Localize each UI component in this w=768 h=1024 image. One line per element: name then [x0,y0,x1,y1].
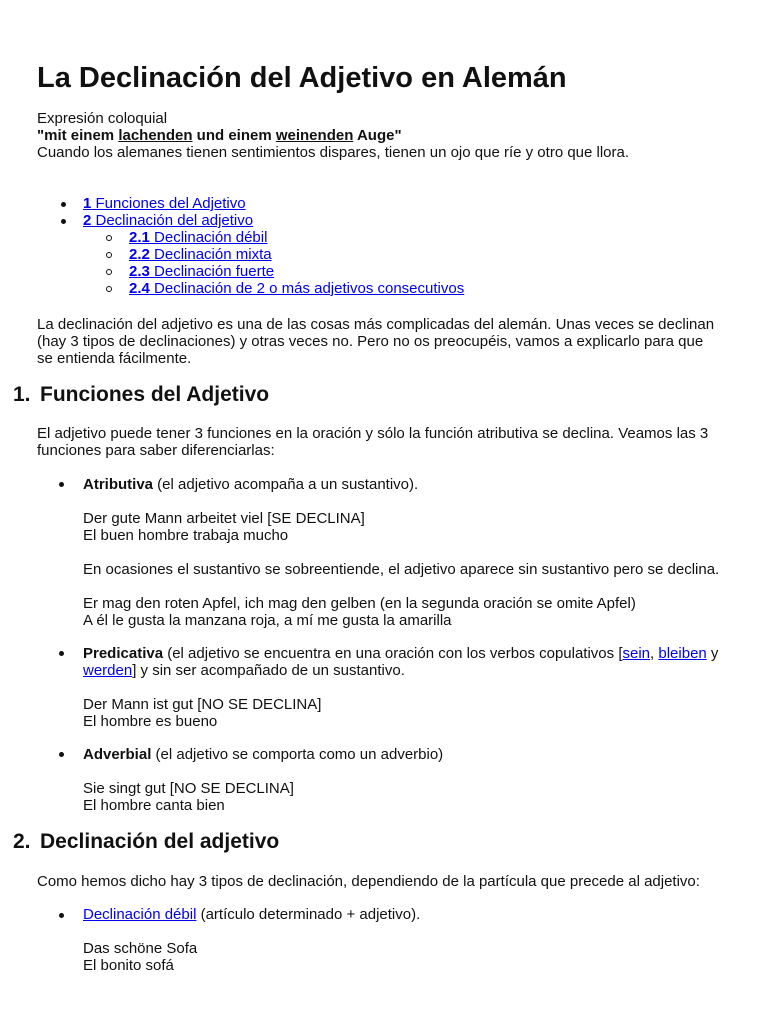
example-german: Der gute Mann arbeitet viel [SE DECLINA] [83,510,365,527]
toc-item-declinacion [37,212,464,229]
toc-link-funciones[interactable]: 1 Funciones del Adjetivo [83,195,246,212]
item-heading [83,645,743,662]
paragraph-line: se entienda fácilmente. [37,350,192,367]
toc-link-debil[interactable]: 2.1 Declinación débil [129,229,268,246]
section-title: Funciones del Adjetivo [40,383,270,406]
quote-part: "mit einem [37,127,119,144]
spacer [83,493,743,510]
toc-link-consecutivos[interactable]: 2.4 Declinación de 2 o más adjetivos consecutivos [129,280,465,297]
list-item-debil [83,906,743,974]
term-description: (el adjetivo se encuentra en una oración con los verbos copulativos [ [163,645,623,662]
term-description: (artículo determinado + adjetivo). [196,906,421,923]
intro-explanation: Cuando los alemanes tienen sentimientos dispares, tienen un ojo que ríe y otro que llora. [37,144,630,161]
term-description: ] y sin ser acompañado de un sustantivo. [132,662,405,679]
section-heading-declinacion [13,828,279,856]
item-heading-cont [83,662,743,679]
spacer [83,923,743,940]
example-spanish: A él le gusta la manzana roja, a mí me gusta la amarilla [83,612,452,629]
example-note: En ocasiones el sustantivo se sobreentiende, el adjetivo aparece sin sustantivo pero se declina. [83,561,720,578]
list-item-predicativa [83,645,743,730]
link-werden[interactable]: werden [83,662,133,679]
spacer [83,578,743,595]
term-predicativa: Predicativa [83,645,164,662]
term-description: (el adjetivo acompaña a un sustantivo). [153,476,419,493]
toc-item-consecutivos [37,280,464,297]
section-title: Declinación del adjetivo [40,830,280,853]
section-number: 2. [13,830,31,853]
separator: y [706,645,719,662]
toc-item-fuerte [37,263,464,280]
example-spanish: El hombre es bueno [83,713,218,730]
intro-paragraph [37,316,737,367]
bullet-icon [59,913,64,918]
term-adverbial: Adverbial [83,746,152,763]
table-of-contents [37,195,464,297]
section-number: 1. [13,383,31,406]
example-spanish: El buen hombre trabaja mucho [83,527,289,544]
toc-item-funciones [37,195,464,212]
term-description: (el adjetivo se comporta como un adverbio) [151,746,444,763]
separator: , [650,645,659,662]
link-declinacion-debil[interactable]: Declinación débil [83,906,197,923]
paragraph-line: La declinación del adjetivo es una de las cosas más complicadas del alemán. Unas veces se declinan [37,316,715,333]
quote-part: und einem [192,127,276,144]
quote-part: Auge" [353,127,402,144]
example-german: Das schöne Sofa [83,940,198,957]
example-spanish: El bonito sofá [83,957,174,974]
section-heading-funciones [13,381,269,409]
example-german: Er mag den roten Apfel, ich mag den gelben (en la segunda oración se omite Apfel) [83,595,636,612]
spacer [83,679,743,696]
link-sein[interactable]: sein [622,645,651,662]
intro-label: Expresión coloquial [37,110,168,127]
paragraph-line: El adjetivo puede tener 3 funciones en la oración y sólo la función atributiva se declina. Veamos las 3 [37,425,709,442]
example-german: Der Mann ist gut [NO SE DECLINA] [83,696,322,713]
intro-quote [37,127,629,144]
section1-paragraph [37,425,737,459]
example-german: Sie singt gut [NO SE DECLINA] [83,780,294,797]
bullet-icon [59,482,64,487]
paragraph-line: funciones para saber diferenciarlas: [37,442,275,459]
term-atributiva: Atributiva [83,476,154,493]
quote-word-lachenden: lachenden [118,127,193,144]
section2-paragraph [37,873,737,890]
item-heading [83,746,743,763]
list-item-atributiva [83,476,743,629]
paragraph-line: (hay 3 tipos de declinaciones) y otras veces no. Pero no os preocupéis, vamos a explicarlo para que [37,333,704,350]
bullet-icon [59,752,64,757]
quote-word-weinenden: weinenden [275,127,354,144]
page-title: La Declinación del Adjetivo en Alemán [37,62,567,94]
spacer [83,544,743,561]
toc-link-mixta[interactable]: 2.2 Declinación mixta [129,246,272,263]
toc-item-debil [37,229,464,246]
item-heading [83,476,743,493]
toc-item-mixta [37,246,464,263]
paragraph-line: Como hemos dicho hay 3 tipos de declinación, dependiendo de la partícula que precede al adjetivo: [37,873,700,890]
example-spanish: El hombre canta bien [83,797,225,814]
toc-link-fuerte[interactable]: 2.3 Declinación fuerte [129,263,275,280]
toc-link-declinacion[interactable]: 2 Declinación del adjetivo [83,212,254,229]
link-bleiben[interactable]: bleiben [658,645,707,662]
intro-block [37,110,629,161]
item-heading [83,906,743,923]
spacer [83,763,743,780]
bullet-icon [59,651,64,656]
list-item-adverbial [83,746,743,814]
